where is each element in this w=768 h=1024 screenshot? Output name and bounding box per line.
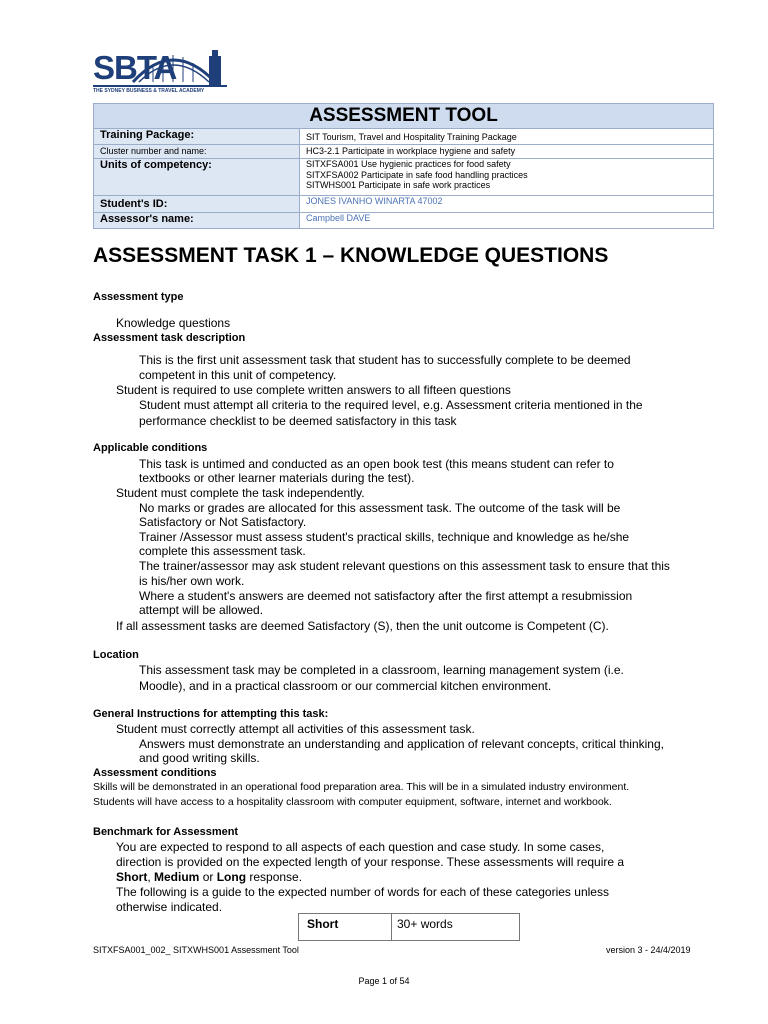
benchmark-line: You are expected to respond to all aspects of each question and case study. In some cases, bbox=[116, 840, 605, 854]
task-title: ASSESSMENT TASK 1 – KNOWLEDGE QUESTIONS bbox=[93, 244, 609, 267]
response-text: response. bbox=[246, 870, 303, 884]
condition-line: Trainer /Assessor must assess student's practical skills, technique and knowledge as he/she bbox=[139, 530, 630, 544]
unit-item: SITXFSA001 Use hygienic practices for food safety bbox=[306, 159, 511, 169]
word-count-cell-category bbox=[299, 914, 392, 940]
benchmark-length-line bbox=[116, 870, 302, 885]
benchmark-heading: Benchmark for Assessment bbox=[93, 826, 239, 838]
unit-item: SITXFSA002 Participate in safe food handling practices bbox=[306, 169, 528, 180]
cluster-value: HC3-2.1 Participate in workplace hygiene and safety bbox=[300, 145, 714, 159]
separator-comma: , bbox=[147, 870, 155, 884]
condition-line: Satisfactory or Not Satisfactory. bbox=[139, 515, 307, 529]
description-line: Student must attempt all criteria to the required level, e.g. Assessment criteria mentioned in the bbox=[139, 398, 643, 412]
sbta-logo bbox=[93, 42, 227, 98]
condition-line: Where a student's answers are deemed not satisfactory after the first attempt a resubmission bbox=[139, 589, 633, 603]
student-id-label: Student's ID: bbox=[94, 196, 300, 213]
category-short: Short bbox=[307, 917, 339, 931]
assessment-condition-line: Skills will be demonstrated in an operational food preparation area. This will be in a simulated industry environment. bbox=[93, 781, 630, 793]
condition-line: is his/her own work. bbox=[139, 574, 245, 588]
condition-line: No marks or grades are allocated for this assessment task. The outcome of the task will be bbox=[139, 501, 621, 515]
location-line: Moodle), and in a practical classroom or our commercial kitchen environment. bbox=[139, 679, 552, 693]
condition-line: complete this assessment task. bbox=[139, 544, 306, 558]
benchmark-line: otherwise indicated. bbox=[116, 900, 223, 914]
location-heading: Location bbox=[93, 649, 139, 661]
task-description-heading: Assessment task description bbox=[93, 332, 246, 344]
long-label: Long bbox=[216, 870, 247, 884]
units-value bbox=[300, 159, 714, 196]
condition-line: If all assessment tasks are deemed Satisfactory (S), then the unit outcome is Competent (C). bbox=[116, 619, 609, 633]
medium-label: Medium bbox=[154, 870, 200, 884]
assessment-type-value: Knowledge questions bbox=[116, 316, 231, 330]
logo-subtitle: THE SYDNEY BUSINESS & TRAVEL ACADEMY bbox=[93, 88, 205, 94]
page-number: Page 1 of 54 bbox=[358, 976, 410, 986]
word-count-value: 30+ words bbox=[397, 917, 453, 931]
assessment-type-heading: Assessment type bbox=[93, 291, 184, 303]
assessment-header-table bbox=[93, 103, 714, 229]
location-line: This assessment task may be completed in a classroom, learning management system (i.e. bbox=[139, 663, 624, 677]
description-line: Student is required to use complete written answers to all fifteen questions bbox=[116, 383, 511, 397]
instruction-line: Student must correctly attempt all activities of this assessment task. bbox=[116, 722, 475, 736]
assessor-name-label: Assessor's name: bbox=[94, 213, 300, 229]
assessment-condition-line: Students will have access to a hospitality classroom with computer equipment, software, internet and workbook. bbox=[93, 796, 612, 808]
unit-item: SITWHS001 Participate in safe work practices bbox=[306, 180, 491, 190]
assessment-conditions-heading: Assessment conditions bbox=[93, 767, 217, 779]
instruction-line: Answers must demonstrate an understanding and application of relevant concepts, critical thinking, bbox=[139, 737, 664, 751]
description-line: performance checklist to be deemed satisfactory in this task bbox=[139, 414, 457, 428]
condition-line: attempt will be allowed. bbox=[139, 603, 264, 617]
general-instructions-heading: General Instructions for attempting this task: bbox=[93, 708, 329, 720]
applicable-conditions-heading: Applicable conditions bbox=[93, 442, 208, 454]
training-package-value: SIT Tourism, Travel and Hospitality Training Package bbox=[300, 129, 714, 145]
condition-line: Student must complete the task independently. bbox=[116, 486, 365, 500]
condition-line: The trainer/assessor may ask student relevant questions on this assessment task to ensure that this bbox=[139, 559, 670, 573]
assessment-tool-title: ASSESSMENT TOOL bbox=[94, 104, 714, 129]
description-line: This is the first unit assessment task that student has to successfully complete to be deemed bbox=[139, 353, 631, 367]
short-label: Short bbox=[116, 870, 148, 884]
condition-line: This task is untimed and conducted as an open book test (this means student can refer to bbox=[139, 457, 614, 471]
description-line: competent in this unit of competency. bbox=[139, 368, 337, 382]
logo-text: SBTA bbox=[93, 49, 177, 86]
benchmark-line: direction is provided on the expected length of your response. These assessments will require a bbox=[116, 855, 625, 869]
student-id-value: JONES IVANHO WINARTA 47002 bbox=[300, 196, 714, 213]
cluster-label: Cluster number and name: bbox=[94, 145, 300, 159]
separator-or: or bbox=[199, 870, 217, 884]
units-label: Units of competency: bbox=[94, 159, 300, 196]
benchmark-line: The following is a guide to the expected number of words for each of these categories unless bbox=[116, 885, 609, 899]
instruction-line: and good writing skills. bbox=[139, 751, 260, 765]
condition-line: textbooks or other learner materials during the test). bbox=[139, 471, 415, 485]
footer-version: version 3 - 24/4/2019 bbox=[606, 945, 691, 955]
footer-document-name: SITXFSA001_002_ SITXWHS001 Assessment Tool bbox=[93, 945, 299, 955]
assessor-name-value: Campbell DAVE bbox=[300, 213, 714, 229]
word-count-table bbox=[298, 913, 520, 941]
training-package-label: Training Package: bbox=[94, 129, 300, 145]
